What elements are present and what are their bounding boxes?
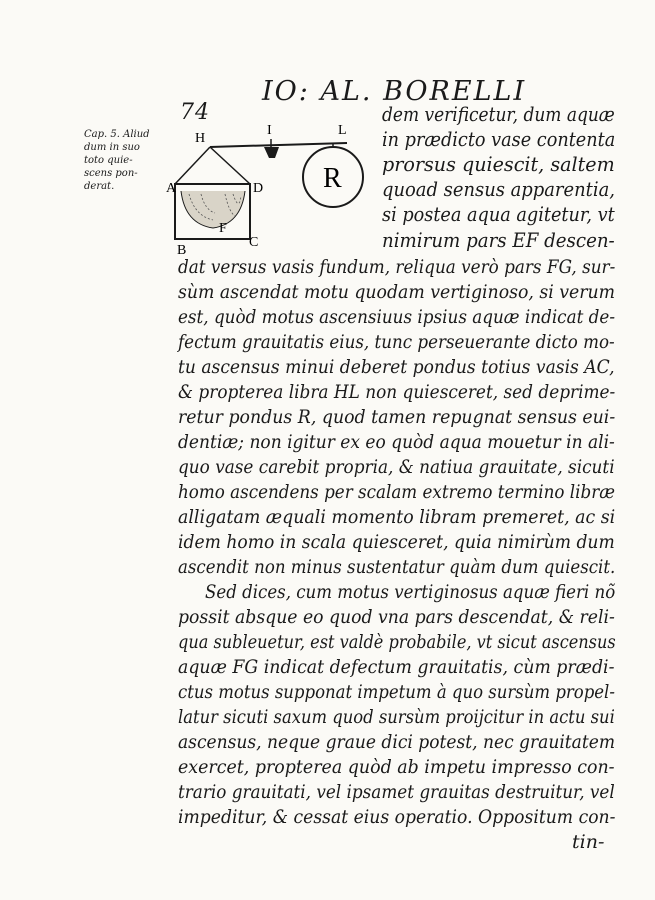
label-A: A	[166, 181, 177, 196]
text-line: qua subleuetur, est valdè probabile, vt sicut ascensus	[178, 631, 616, 653]
running-head: IO: AL. BORELLI	[262, 76, 527, 107]
text-line: alligatam æquali momento libram premeret, ac si	[178, 506, 616, 528]
vessel-cord-left	[175, 147, 210, 184]
label-R: R	[323, 163, 342, 194]
text-line: & propterea libra HL non quiesceret, sed deprime-	[178, 381, 616, 403]
text-line: idem homo in scala quiesceret, quia nimirùm dum	[178, 531, 615, 553]
text-line: quoad sensus apparentia,	[382, 177, 615, 201]
text-line: ascendit non minus sustentatur quàm dum quiescit.	[178, 556, 616, 578]
balance-figure	[155, 116, 380, 256]
text-line: si postea aqua agitetur, vt	[382, 202, 615, 226]
text-line: est, quòd motus ascensiuus ipsius aquæ indicat de-	[178, 306, 616, 328]
water-vortex	[181, 191, 245, 228]
label-B: B	[177, 243, 187, 256]
text-line: exercet, propterea quòd ab impetu impresso con-	[178, 756, 615, 778]
text-line: dentiæ; non igitur ex eo quòd aqua mouetur in ali-	[178, 431, 615, 453]
text-line: latur sicuti saxum quod sursùm proijcitur in actu sui	[178, 706, 615, 728]
margin-note-line: scens pon-	[84, 168, 138, 179]
text-line: tu ascensus minui deberet pondus totius vasis AC,	[178, 356, 615, 378]
text-line: quo vase carebit propria, & natiua grauitate, sicuti	[178, 456, 615, 478]
fulcrum	[264, 147, 279, 158]
text-line: homo ascendens per scalam extremo termino libræ	[178, 481, 615, 503]
text-line: retur pondus R, quod tamen repugnat sensus eui-	[178, 406, 616, 428]
text-line: impeditur, & cessat eius operatio. Oppositum con-	[178, 806, 616, 828]
label-C: C	[249, 235, 259, 250]
beam-HL	[210, 143, 347, 147]
margin-note-line: dum in suo	[84, 142, 140, 153]
text-line: sùm ascendat motu quodam vertiginoso, si verum	[178, 281, 616, 303]
vessel-cord-right	[210, 147, 250, 184]
text-line: ctus motus supponat impetum à quo sursùm propel-	[178, 681, 615, 703]
margin-note-line: Cap. 5. Aliud	[84, 129, 150, 140]
label-F: F	[219, 221, 227, 236]
text-line: nimirum pars EF descen-	[382, 228, 615, 252]
text-line: possit absque eo quod vna pars descendat, & reli-	[178, 606, 615, 628]
text-line: dem verificetur, dum aquæ	[382, 102, 615, 126]
text-line: trario grauitati, vel ipsamet grauitas destruitur, vel	[178, 781, 615, 803]
text-line: Sed dices, cum motus vertiginosus aquæ fieri nõ	[205, 581, 616, 603]
page-number: 74	[180, 100, 210, 125]
margin-note-line: toto quie-	[84, 155, 133, 166]
margin-note-line: derat.	[84, 181, 115, 192]
text-line: in prædicto vase contenta	[382, 127, 616, 151]
text-line: ascensus, neque graue dici potest, nec grauitatem	[178, 731, 616, 753]
catchword: tin-	[572, 831, 605, 853]
text-line: dat versus vasis fundum, reliqua verò pars FG, sur-	[178, 256, 616, 278]
label-D: D	[253, 181, 264, 196]
text-line: aquæ FG indicat defectum grauitatis, cùm prædi-	[178, 656, 615, 678]
text-line: fectum grauitatis eius, tunc perseuerante dicto mo-	[178, 331, 615, 353]
label-I: I	[267, 123, 272, 138]
text-line: prorsus quiescit, saltem	[382, 152, 615, 176]
label-L: L	[338, 123, 347, 138]
label-H: H	[195, 131, 206, 146]
